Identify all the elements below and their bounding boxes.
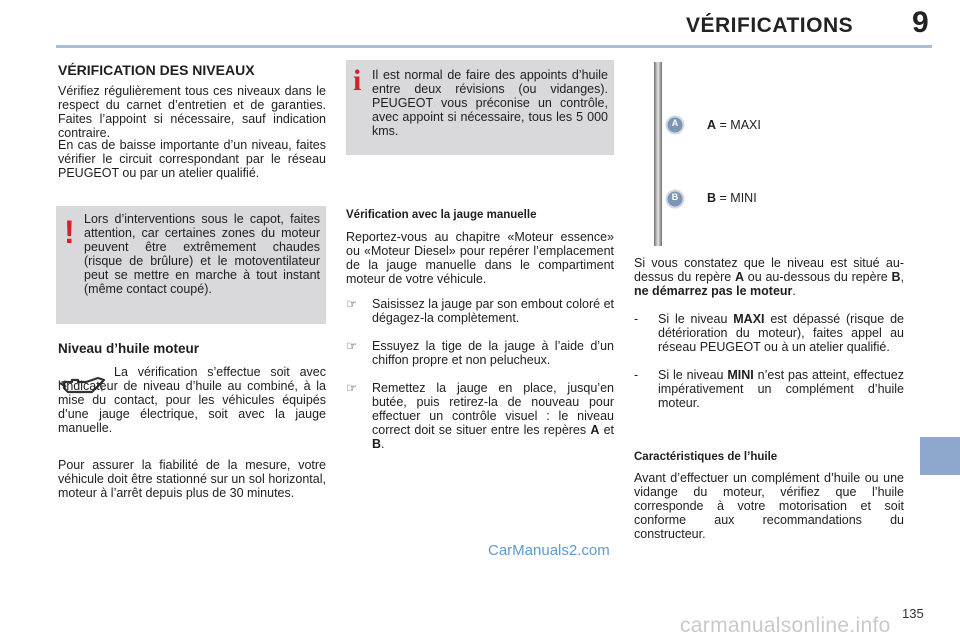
oil-specs-paragraph: Avant d’effectuer un complément d’huile ou une vidange du moteur, vérifiez que l’huile corresponde à votre motorisation et soit conforme aux recommandations du constructeur. [634,471,904,541]
dipstick-illustration [650,62,666,246]
page-title: VÉRIFICATIONS [686,14,854,37]
list-item: - Si le niveau MAXI est dépassé (risque de détérioration du moteur), faites appel au réseau PEUGEOT ou à un atelier qualifié. [634,312,904,354]
manual-check-paragraph: Reportez-vous au chapitre «Moteur essence» ou «Moteur Diesel» pour repérer l’emplacement de la jauge manuelle dans le compartiment moteur de votre véhicule. [346,230,614,286]
intro-paragraph: Vérifiez régulièrement tous ces niveaux dans le respect du carnet d’entretien et de garanties. Faites l’appoint si nécessaire, sauf indication contraire. [58,84,326,140]
header-divider [56,45,932,48]
pointing-hand-icon: ☞ [346,297,358,311]
section-heading: VÉRIFICATION DES NIVEAUX [58,62,255,78]
list-item: - Si le niveau MINI n’est pas atteint, effectuez impérativement un complément d’huile moteur. [634,368,904,410]
oil-level-heading: Niveau d’huile moteur [58,341,200,356]
measure-paragraph: Pour assurer la fiabilité de la mesure, votre véhicule doit être stationné sur un sol horizontal, moteur à l’arrêt depuis plus de 30 minutes. [58,458,326,500]
oil-check-paragraph: La vérification s’effectue soit avec l’indicateur de niveau d’huile au combiné, à la mise du contact, pour les véhicules équipés d’une jauge électrique, soit avec la jauge manuelle. [58,365,326,435]
level-warning-paragraph: Si vous constatez que le niveau est situé au-dessus du repère A ou au-dessous du repère B, ne démarrez pas le moteur. [634,256,904,298]
marker-b-label: B [671,192,679,202]
chapter-number: 9 [912,6,929,39]
maxi-legend: A = MAXI [707,118,761,132]
chapter-tab [920,437,960,475]
leak-paragraph: En cas de baisse importante d’un niveau, faites vérifier le circuit correspondant par le réseau PEUGEOT ou par un atelier qualifié. [58,138,326,180]
warning-icon: ! [64,214,75,250]
oil-specs-heading: Caractéristiques de l’huile [634,451,778,463]
info-icon: i [353,64,362,97]
list-item: ☞ Essuyez la tige de la jauge à l’aide d’un chiffon propre et non pelucheux. [346,339,614,367]
list-item: ☞ Saisissez la jauge par son embout coloré et dégagez-la complètement. [346,297,614,325]
watermark-link[interactable]: CarManuals2.com [488,542,610,559]
info-text: Il est normal de faire des appoints d’huile entre deux révisions (ou vidanges). PEUGEOT vous préconise un contrôle, avec appoint si nécessaire, tous les 5 000 kms. [372,68,608,138]
warning-text: Lors d’interventions sous le capot, faites attention, car certaines zones du moteur peuvent être extrêmement chaudes (risque de brûlure) et le motoventilateur peut se mettre en marche à tout instant (même contact coupé). [84,212,320,296]
mini-legend: B = MINI [707,191,757,205]
watermark-text: carmanualsonline.info [680,614,891,637]
page-number: 135 [902,606,924,621]
pointing-hand-icon: ☞ [346,339,358,353]
marker-a-label: A [671,118,679,128]
pointing-hand-icon: ☞ [346,381,358,395]
list-item: ☞ Remettez la jauge en place, jusqu’en butée, puis retirez-la de nouveau pour effectuer un contrôle visuel : le niveau correct doit se situer entre les repères A et B. [346,381,614,451]
manual-check-heading: Vérification avec la jauge manuelle [346,209,537,221]
